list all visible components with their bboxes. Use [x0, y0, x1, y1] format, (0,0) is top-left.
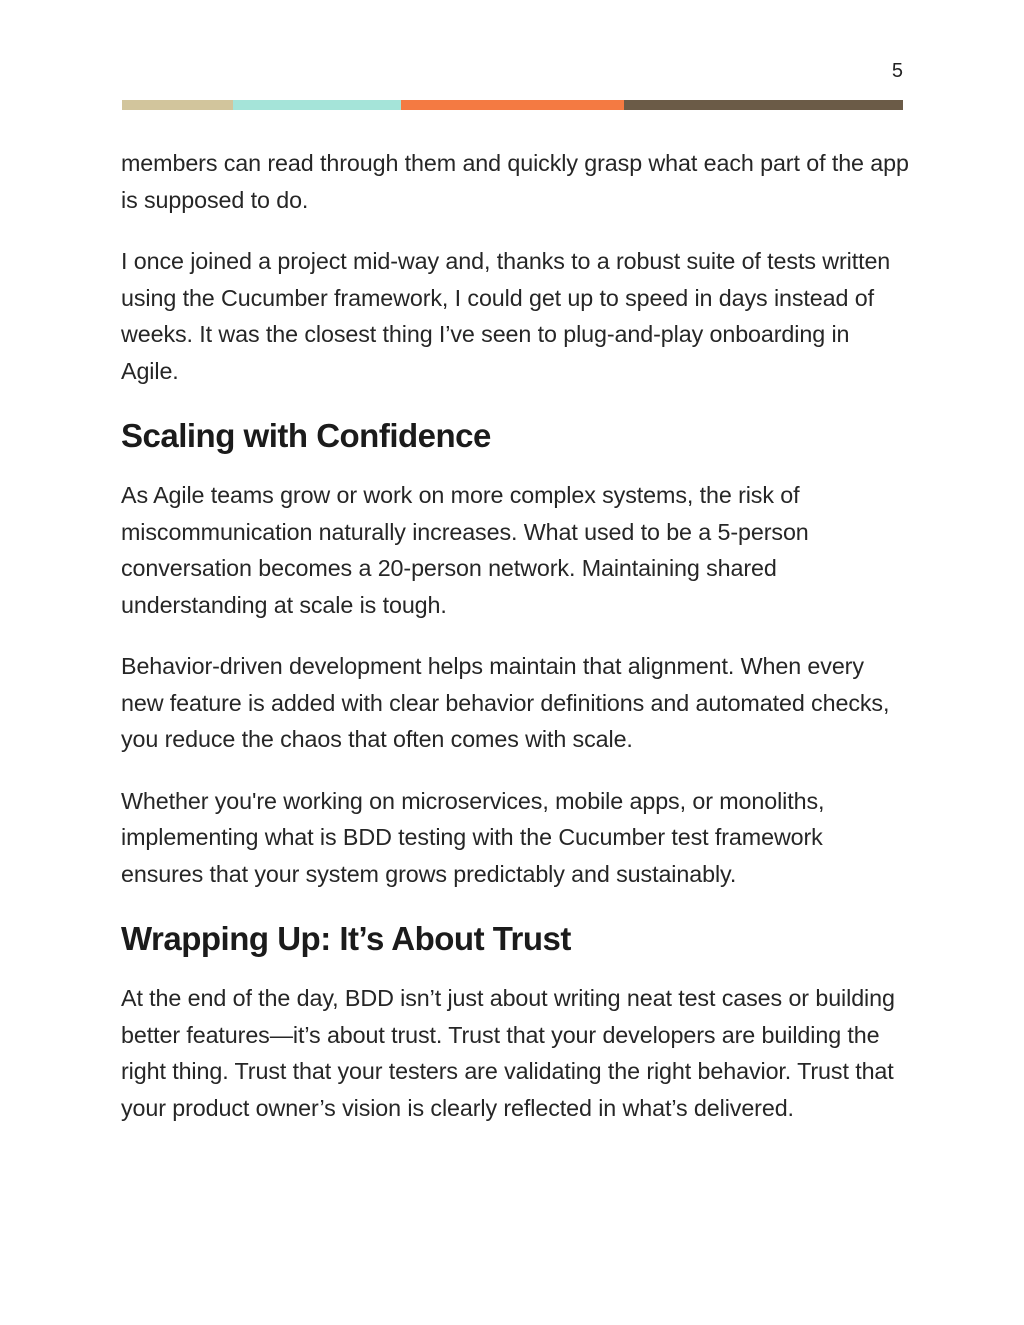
- color-bar-segment-orange: [401, 100, 624, 110]
- paragraph: Behavior-driven development helps maintain that alignment. When every new feature is added with clear behavior definitions and automated checks, you reduce the chaos that often comes with scale.: [121, 653, 890, 752]
- page-number: 5: [891, 60, 903, 82]
- paragraph: At the end of the day, BDD isn’t just about writing neat test cases or building better features—it’s about trust. Trust that your developers are building the right thing. Trust that your testers are validating the right behavior. Trust that your product owner’s vision is clearly reflected in what’s delivered.: [121, 985, 895, 1121]
- article-body: [121, 145, 911, 1151]
- paragraph: As Agile teams grow or work on more complex systems, the risk of miscommunication naturally increases. What used to be a 5-person conversation becomes a 20-person network. Maintaining shared understanding at scale is tough.: [121, 482, 809, 618]
- paragraph: Whether you're working on microservices, mobile apps, or monoliths, implementing what is BDD testing with the Cucumber test framework ensures that your system grows predictably and sustainably.: [121, 787, 825, 887]
- header-color-bar: [122, 100, 903, 110]
- color-bar-segment-brown: [624, 100, 903, 110]
- paragraph: I once joined a project mid-way and, thanks to a robust suite of tests written using the Cucumber framework, I could get up to speed in days instead of weeks. It was the closest thing I’ve seen to plug-and-play onboarding in Agile.: [121, 248, 891, 384]
- paragraph: members can read through them and quickly grasp what each part of the app is supposed to do.: [121, 150, 909, 213]
- section-heading-scaling: Scaling with Confidence: [121, 417, 491, 454]
- color-bar-segment-mint: [233, 100, 401, 110]
- section-heading-wrapping-up: Wrapping Up: It’s About Trust: [121, 920, 571, 957]
- color-bar-segment-beige: [122, 100, 233, 110]
